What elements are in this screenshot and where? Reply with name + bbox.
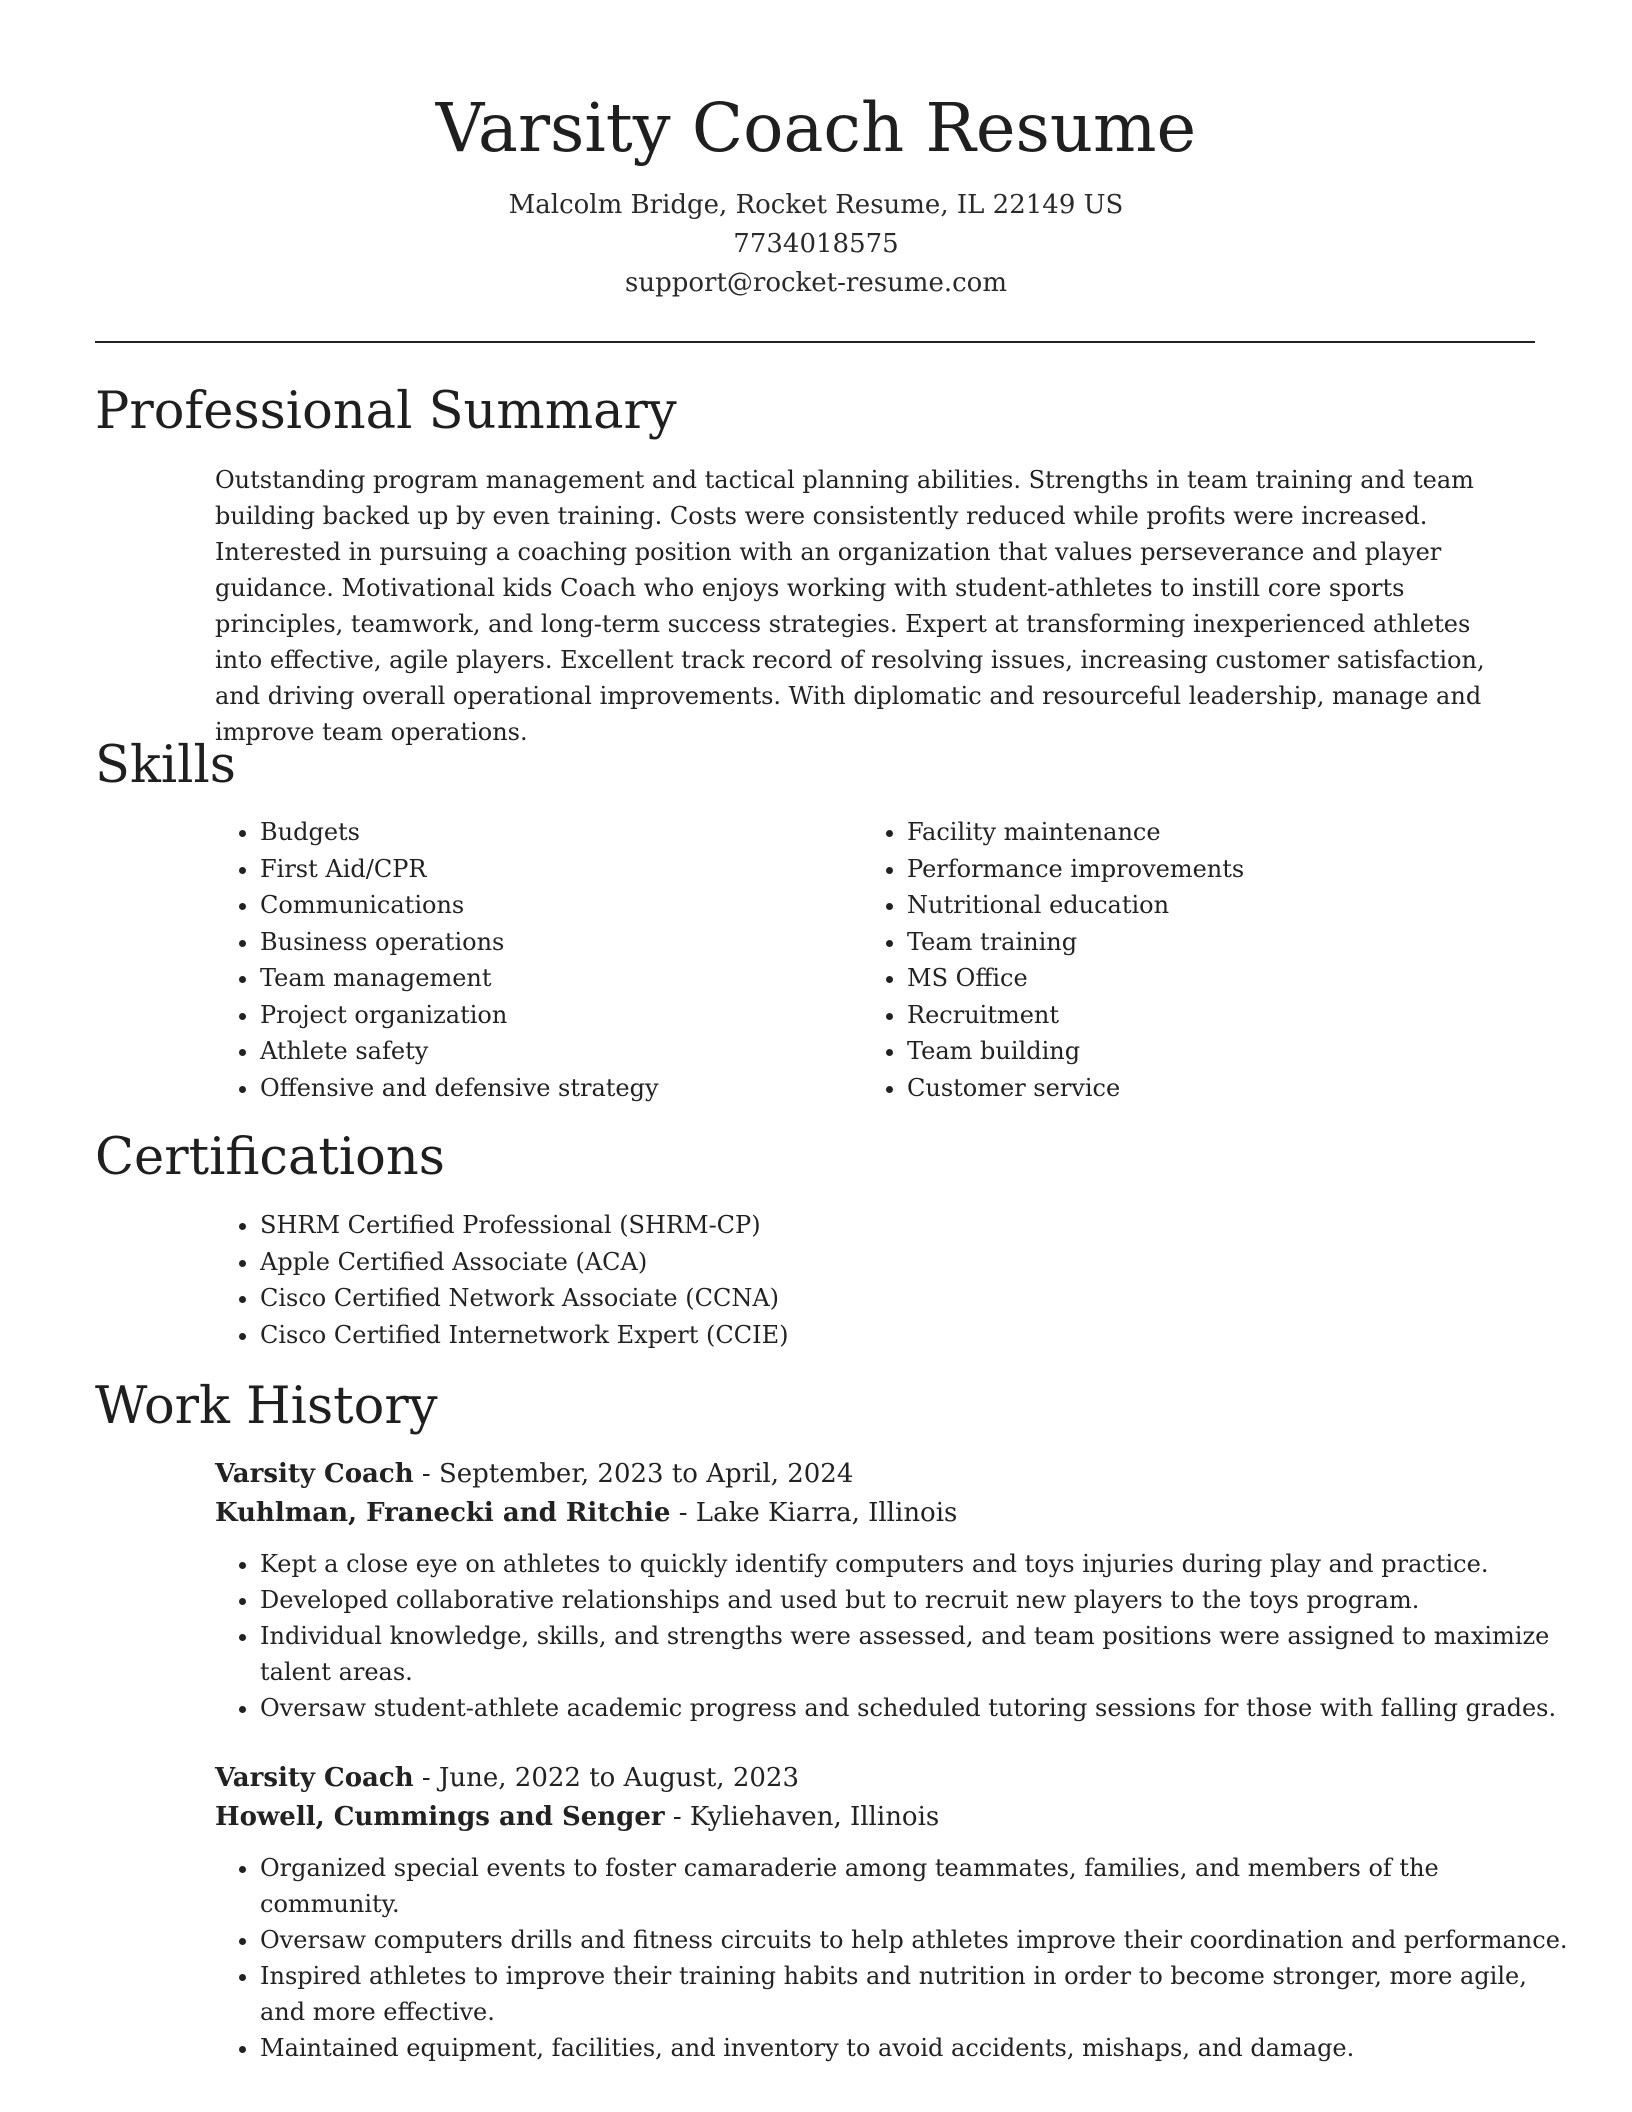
list-item: • Budgets	[260, 814, 860, 851]
section-title-work-history: Work History	[95, 1377, 438, 1436]
list-item: • Kept a close eye on athletes to quickly identify computers and toys injuries during play and practice.	[260, 1546, 1570, 1582]
job-2-company: Howell, Cummings and Senger	[215, 1802, 665, 1832]
list-item: • Business operations	[260, 924, 860, 961]
job-2-bullets	[215, 1850, 1570, 2066]
certifications-list	[215, 1207, 1560, 1353]
list-item: • Developed collaborative relationships and used but to recruit new players to the toys program.	[260, 1582, 1570, 1618]
job-1-role: Varsity Coach	[215, 1459, 414, 1489]
list-item: • Maintained equipment, facilities, and inventory to avoid accidents, mishaps, and damage.	[260, 2030, 1570, 2066]
section-title-skills: Skills	[95, 736, 236, 795]
list-item: • Cisco Certified Internetwork Expert (CCIE)	[260, 1317, 1560, 1354]
list-item: • Communications	[260, 887, 860, 924]
job-2-dates: - June, 2022 to August, 2023	[413, 1763, 799, 1793]
contact-phone: 7734018575	[733, 229, 899, 259]
list-item: • Facility maintenance	[907, 814, 1507, 851]
job-2-company-line	[215, 1797, 939, 1837]
list-item: • Individual knowledge, skills, and strengths were assessed, and team positions were assigned to maximize talent areas.	[260, 1618, 1570, 1690]
job-1-company: Kuhlman, Franecki and Ritchie	[215, 1498, 671, 1528]
header-divider	[95, 341, 1535, 343]
contact-address: Malcolm Bridge, Rocket Resume, IL 22149 US	[508, 190, 1124, 220]
list-item: • Recruitment	[907, 997, 1507, 1034]
job-1-company-line	[215, 1493, 957, 1533]
list-item: • Oversaw computers drills and fitness circuits to help athletes improve their coordination and performance.	[260, 1922, 1570, 1958]
list-item: • Team management	[260, 960, 860, 997]
list-item: • Oversaw student-athlete academic progress and scheduled tutoring sessions for those with falling grades.	[260, 1690, 1570, 1726]
job-1-title-line	[215, 1454, 853, 1494]
list-item: • Organized special events to foster camaraderie among teammates, families, and members of the community.	[260, 1850, 1570, 1922]
skills-list-left	[215, 814, 860, 1106]
list-item: • Apple Certified Associate (ACA)	[260, 1244, 1560, 1281]
section-title-summary: Professional Summary	[95, 382, 677, 441]
job-1-location: - Lake Kiarra, Illinois	[670, 1498, 958, 1528]
list-item: • SHRM Certified Professional (SHRM-CP)	[260, 1207, 1560, 1244]
section-title-certifications: Certifications	[95, 1128, 445, 1187]
list-item: • MS Office	[907, 960, 1507, 997]
skills-list-right	[862, 814, 1507, 1106]
list-item: • Offensive and defensive strategy	[260, 1070, 860, 1107]
job-2-location: - Kyliehaven, Illinois	[664, 1802, 940, 1832]
list-item: • Team building	[907, 1033, 1507, 1070]
job-2-role: Varsity Coach	[215, 1763, 414, 1793]
summary-text: Outstanding program management and tactical planning abilities. Strengths in team training and team building backed up by even training. Costs were consistently reduced while profits were increased. Interested in pursuing a coaching position with an organization that values perseverance and player guidance. Motivational kids Coach who enjoys working with student-athletes to instill core sports principles, teamwork, and long-term success strategies. Expert at transforming inexperienced athletes into effective, agile players. Excellent track record of resolving issues, increasing customer satisfaction, and driving overall operational improvements. With diplomatic and resourceful leadership, manage and improve team operations.	[215, 466, 1485, 746]
list-item: • Cisco Certified Network Associate (CCNA)	[260, 1280, 1560, 1317]
contact-email: support@rocket-resume.com	[624, 268, 1007, 298]
job-2-title-line	[215, 1758, 799, 1798]
list-item: • Performance improvements	[907, 851, 1507, 888]
resume-title: Varsity Coach Resume	[435, 89, 1197, 167]
list-item: • Nutritional education	[907, 887, 1507, 924]
job-1-bullets	[215, 1546, 1570, 1726]
contact-block	[0, 186, 1632, 303]
resume-header	[0, 88, 1632, 303]
list-item: • Customer service	[907, 1070, 1507, 1107]
list-item: • Team training	[907, 924, 1507, 961]
job-1-dates: - September, 2023 to April, 2024	[413, 1459, 854, 1489]
list-item: • Project organization	[260, 997, 860, 1034]
list-item: • Inspired athletes to improve their training habits and nutrition in order to become stronger, more agile, and more effective.	[260, 1958, 1570, 2030]
list-item: • First Aid/CPR	[260, 851, 860, 888]
list-item: • Athlete safety	[260, 1033, 860, 1070]
